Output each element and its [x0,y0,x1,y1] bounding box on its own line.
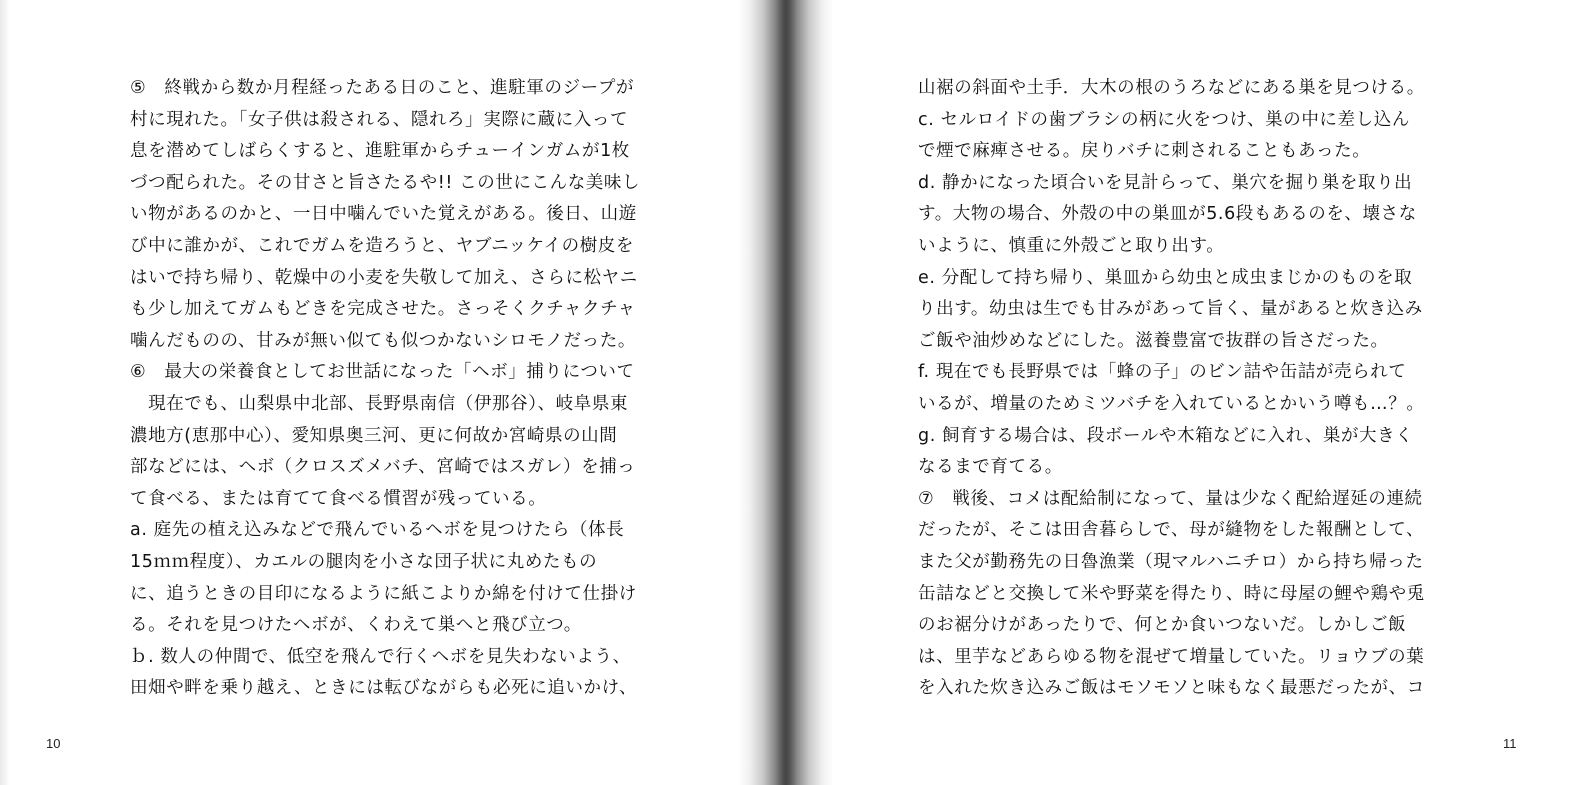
text-line: 部などには、ヘボ（クロスズメバチ、宮崎ではスガレ）を捕っ [130,457,636,478]
text-line: 田畑や畔を乗り越え、ときには転びながらも必死に追いかけ、 [130,678,638,699]
text-line: また父が勤務先の日魯漁業（現マルハニチロ）から持ち帰った [918,551,1424,572]
book-gutter-shadow [738,0,834,785]
text-line: だったが、そこは田舎暮らしで、母が縫物をした報酬として、 [918,520,1425,541]
left-page [0,0,740,785]
text-line: び中に誰かが、これでガムを造ろうと、ヤブニッケイの樹皮を [130,235,634,256]
text-line: ⑤ 終戦から数か月程経ったある日のこと、進駐軍のジープが [130,78,635,98]
text-line: る。それを見つけたヘボが、くわえて巣へと飛び立つ。 [130,615,582,636]
text-line: いるが、増量のためミツバチを入れているとかいう噂も…？。 [918,393,1425,414]
right-page [832,0,1576,785]
text-line: を入れた炊き込みご飯はモソモソと味もなく最悪だったが、コ [918,678,1425,699]
text-line: g. 飼育する場合は、段ボールや木箱などに入れ、巣が大きく [918,425,1414,446]
text-line: て食べる、または育てて食べる慣習が残っている。 [130,488,547,509]
text-line: d. 静かになった頃合いを見計らって、巣穴を掘り巣を取り出 [918,172,1413,193]
text-line: す。大物の場合、外殻の中の巣皿が5.6段もあるのを、壊さな [918,204,1417,225]
text-line: のお裾分けがあったりで、何とか食いつないだ。しかしご飯 [918,615,1407,636]
text-line: a. 庭先の植え込みなどで飛んでいるヘボを見つけたら（体長 [130,520,625,541]
text-line: 噛んだものの、甘みが無い似ても似つかないシロモノだった。 [130,330,636,351]
left-page-body-text [130,73,640,705]
text-line: 15ｍｍ程度）、カエルの腿肉を小さな団子状に丸めたもの [130,551,598,572]
right-page-body-text [918,73,1425,705]
text-line: 山裾の斜面や土手．大木の根のうろなどにある巣を見つける。 [918,78,1425,98]
text-line: ｂ. 数人の仲間で、低空を飛んで行くヘボを見失わないよう、 [130,646,631,667]
text-line: なるまで育てる。 [918,457,1063,478]
text-line: 現在でも、山梨県中北部、長野県南信（伊那谷）、岐阜県東 [130,393,629,414]
text-line: ご飯や油炒めなどにした。滋養豊富で抜群の旨さだった。 [918,330,1389,351]
text-line: e. 分配して持ち帰り、巣皿から幼虫と成虫まじかのものを取 [918,267,1413,288]
page-number-left: 10 [46,736,61,751]
text-line: い物があるのかと、一日中噛んでいた覚えがある。後日、山遊 [130,204,637,225]
text-line: c. セルロイドの歯ブラシの柄に火をつけ、巣の中に差し込ん [918,109,1410,130]
text-line: ⑦ 戦後、コメは配給制になって、量は少なく配給遅延の連続 [918,488,1423,509]
text-line: は、里芋などあらゆる物を混ぜて増量していた。リョウブの葉 [918,646,1425,667]
text-line: で煙で麻痺させる。戻りバチに刺されることもあった。 [918,141,1371,162]
text-line: はいで持ち帰り、乾燥中の小麦を失敬して加え、さらに松ヤニ [130,267,638,288]
text-line: ⑥ 最大の栄養食としてお世話になった「ヘボ」捕りについて [130,362,635,383]
text-line: に、追うときの目印になるように紙こよりか綿を付けて仕掛け [130,583,637,604]
text-line: り出す。幼虫は生でも甘みがあって旨く、量があると炊き込み [918,299,1423,320]
page-number-right: 11 [1503,736,1517,751]
text-line: も少し加えてガムもどきを完成させた。さっそくクチャクチャ [130,299,636,320]
page-edge-shadow [0,0,10,785]
text-line: f. 現在でも長野県では「蜂の子」のビン詰や缶詰が売られて [918,362,1407,383]
text-line: 缶詰などと交換して米や野菜を得たり、時に母屋の鯉や鶏や兎 [918,583,1425,604]
text-line: 息を潜めてしばらくすると、進駐軍からチューインガムが1枚 [130,141,630,162]
text-line: 濃地方(恵那中心）、愛知県奥三河、更に何故か宮崎県の山間 [130,425,618,446]
text-line: いように、慎重に外殻ごと取り出す。 [918,235,1225,256]
text-line: 村に現れた。「女子供は殺される、隠れろ」実際に蔵に入って [130,109,629,130]
text-line: づつ配られた。その甘さと旨さたるや!! この世にこんな美味し [130,172,641,193]
